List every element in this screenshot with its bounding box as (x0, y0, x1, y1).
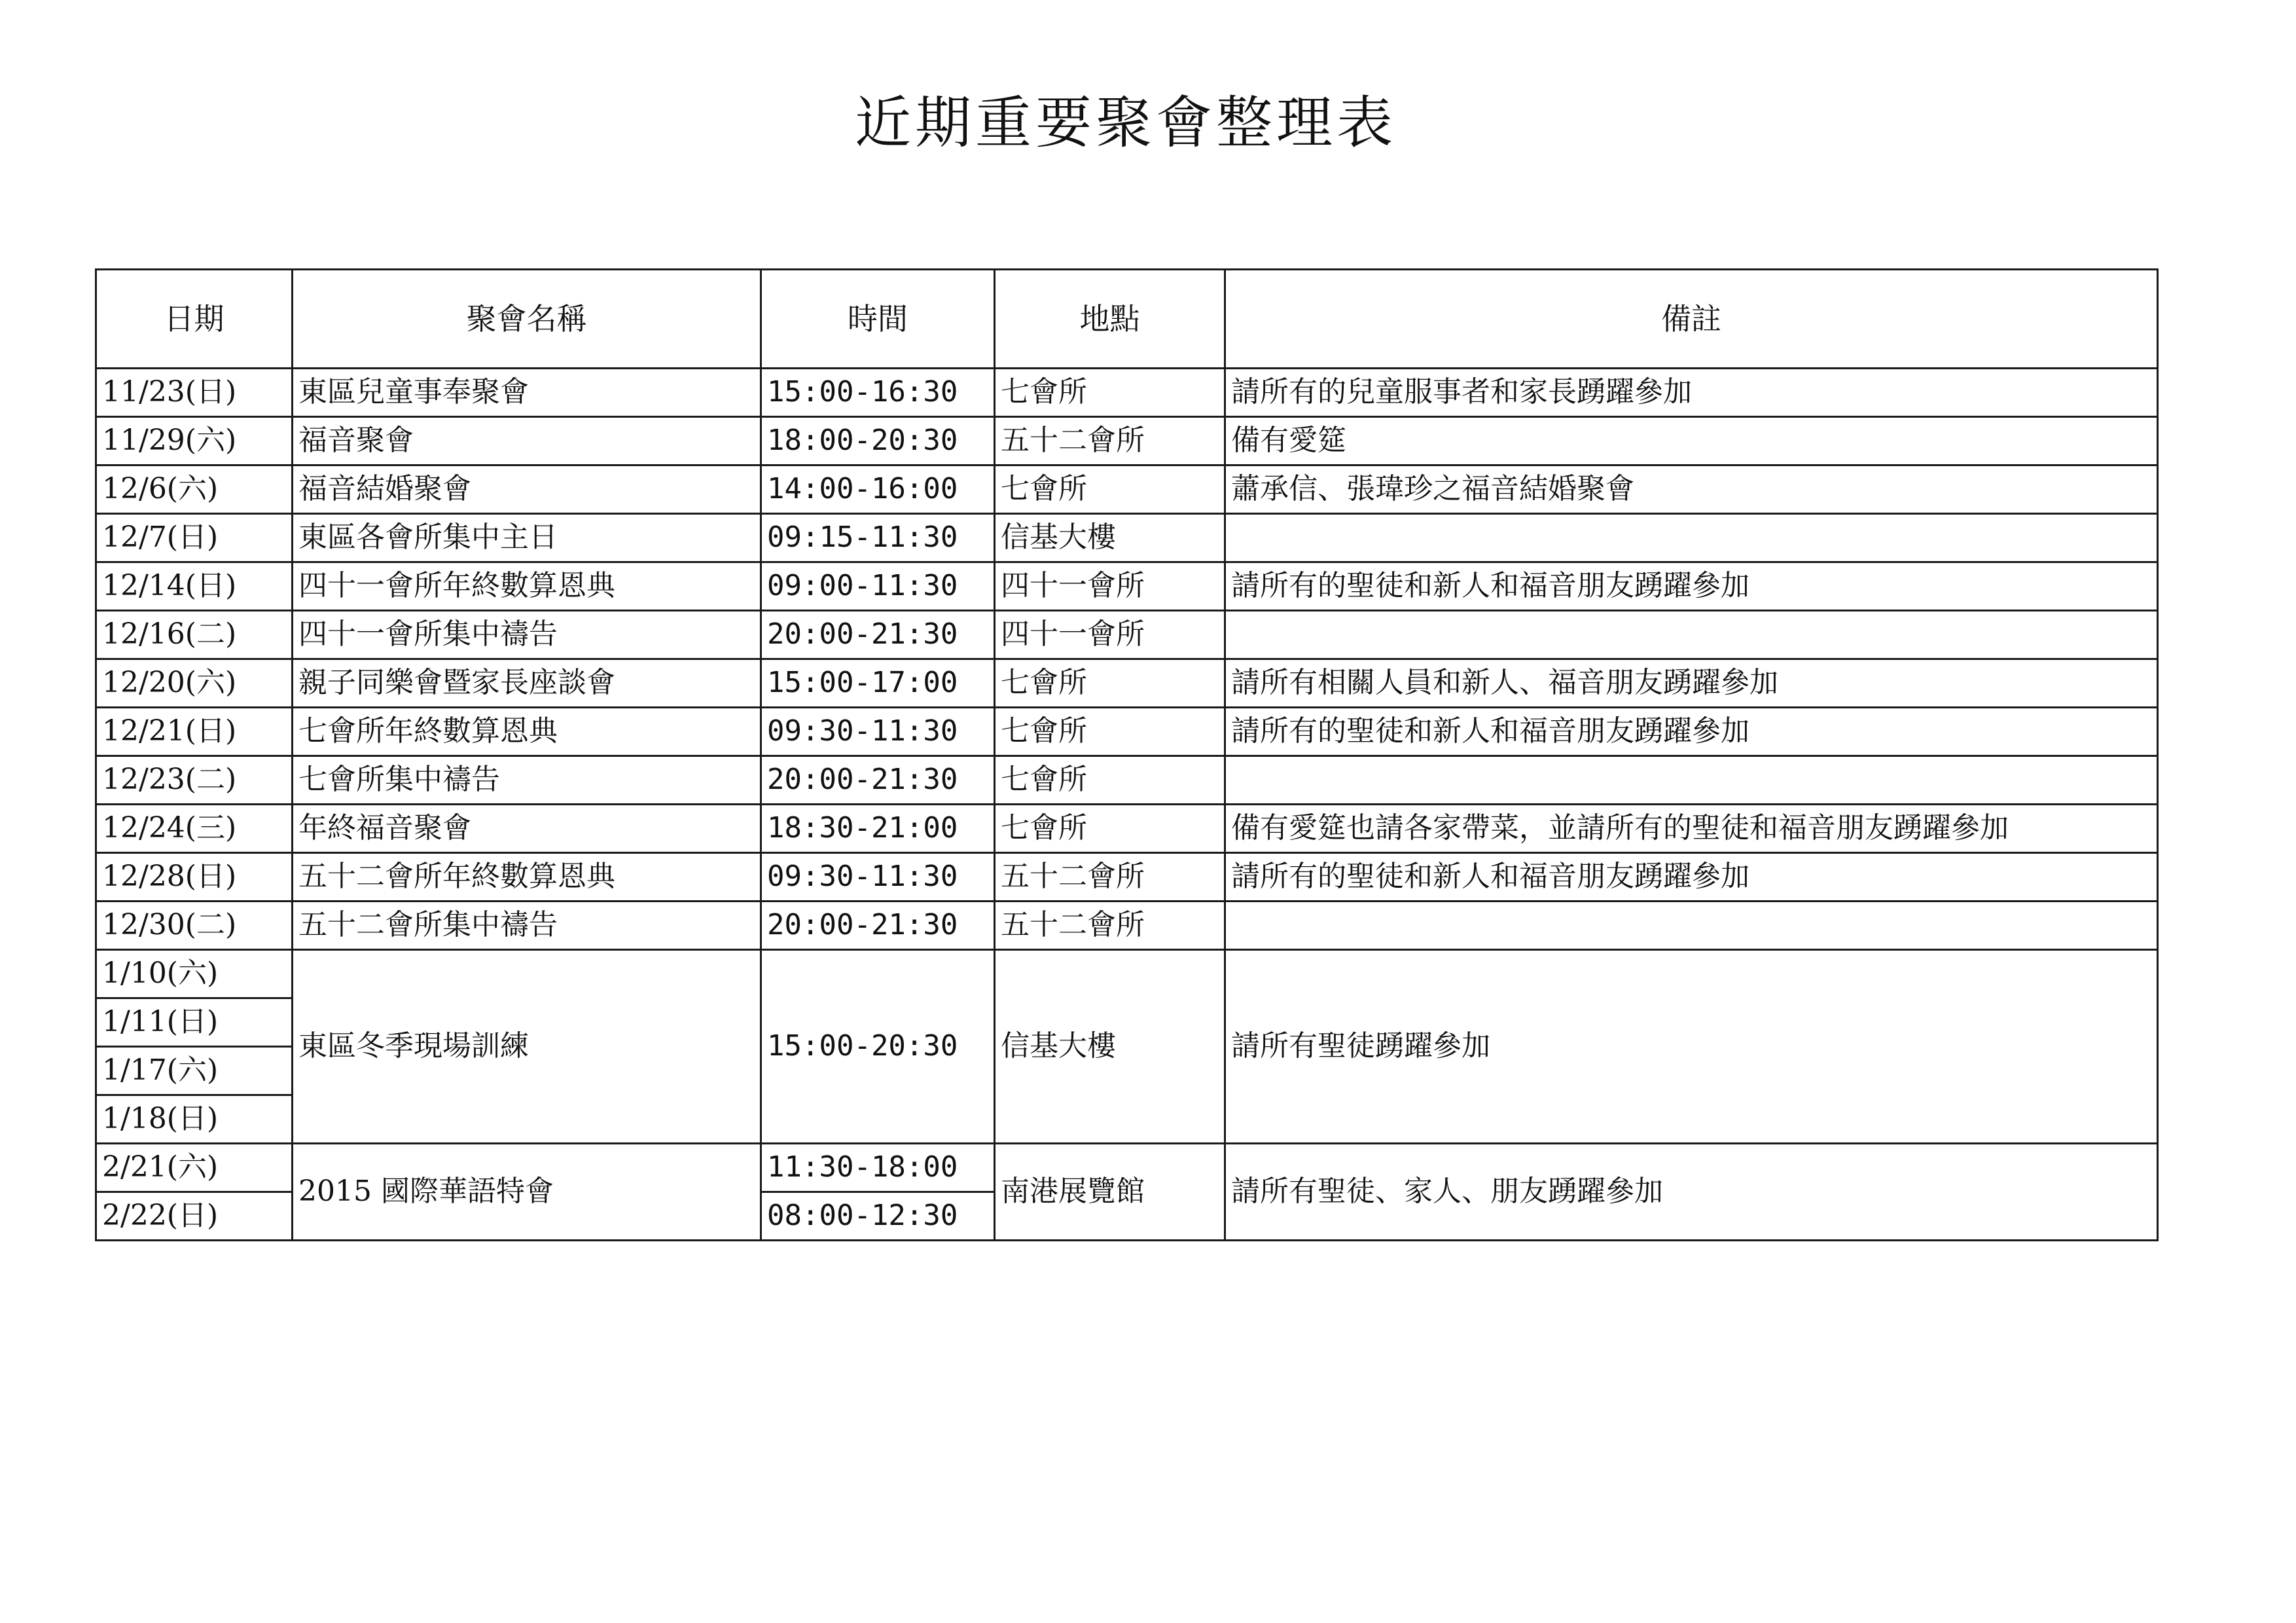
date-cell: 2/21(六) (96, 1144, 293, 1192)
table-row (96, 514, 2158, 562)
name-cell: 七會所年終數算恩典 (293, 708, 761, 756)
note-cell: 請所有的聖徒和新人和福音朋友踴躍參加 (1225, 562, 2158, 611)
place-cell: 七會所 (995, 659, 1225, 708)
name-cell: 五十二會所年終數算恩典 (293, 853, 761, 902)
place-cell: 五十二會所 (995, 417, 1225, 465)
header-name: 聚會名稱 (293, 270, 761, 369)
note-cell: 備有愛筵也請各家帶菜，並請所有的聖徒和福音朋友踴躍參加 (1225, 805, 2158, 853)
time-cell: 15:00-20:30 (761, 950, 995, 1144)
time-cell: 20:00-21:30 (761, 611, 995, 659)
time-cell: 15:00-17:00 (761, 659, 995, 708)
date-cell: 12/30(二) (96, 902, 293, 950)
time-cell: 20:00-21:30 (761, 756, 995, 805)
place-cell: 信基大樓 (995, 514, 1225, 562)
note-cell: 請所有相關人員和新人、福音朋友踴躍參加 (1225, 659, 2158, 708)
name-cell: 福音聚會 (293, 417, 761, 465)
table-row (96, 417, 2158, 465)
date-cell: 12/14(日) (96, 562, 293, 611)
table-row (96, 1144, 2158, 1192)
date-cell: 12/7(日) (96, 514, 293, 562)
time-cell: 09:30-11:30 (761, 853, 995, 902)
date-cell: 12/21(日) (96, 708, 293, 756)
time-cell: 18:30-21:00 (761, 805, 995, 853)
schedule-table (95, 268, 2159, 1241)
table-row (96, 950, 2158, 998)
header-row (96, 270, 2158, 369)
place-cell: 四十一會所 (995, 562, 1225, 611)
date-cell: 12/6(六) (96, 465, 293, 514)
table-row (96, 708, 2158, 756)
note-cell: 請所有聖徒、家人、朋友踴躍參加 (1225, 1144, 2158, 1241)
table-row (96, 853, 2158, 902)
time-cell: 08:00-12:30 (761, 1192, 995, 1241)
table-row (96, 659, 2158, 708)
date-cell: 2/22(日) (96, 1192, 293, 1241)
place-cell: 七會所 (995, 756, 1225, 805)
place-cell: 四十一會所 (995, 611, 1225, 659)
name-cell: 七會所集中禱告 (293, 756, 761, 805)
table-row (96, 805, 2158, 853)
table-row (96, 902, 2158, 950)
name-cell: 福音結婚聚會 (293, 465, 761, 514)
date-cell: 1/11(日) (96, 998, 293, 1047)
time-cell: 15:00-16:30 (761, 369, 995, 417)
header-date: 日期 (96, 270, 293, 369)
name-cell: 四十一會所年終數算恩典 (293, 562, 761, 611)
name-cell: 親子同樂會暨家長座談會 (293, 659, 761, 708)
place-cell: 五十二會所 (995, 902, 1225, 950)
table-row (96, 562, 2158, 611)
time-cell: 09:00-11:30 (761, 562, 995, 611)
time-cell: 14:00-16:00 (761, 465, 995, 514)
time-cell: 11:30-18:00 (761, 1144, 995, 1192)
name-cell: 四十一會所集中禱告 (293, 611, 761, 659)
date-cell: 1/10(六) (96, 950, 293, 998)
date-cell: 12/20(六) (96, 659, 293, 708)
time-cell: 18:00-20:30 (761, 417, 995, 465)
note-cell (1225, 902, 2158, 950)
date-cell: 11/29(六) (96, 417, 293, 465)
place-cell: 七會所 (995, 805, 1225, 853)
name-cell: 東區各會所集中主日 (293, 514, 761, 562)
date-cell: 12/28(日) (96, 853, 293, 902)
place-cell: 七會所 (995, 708, 1225, 756)
place-cell: 七會所 (995, 369, 1225, 417)
name-cell: 五十二會所集中禱告 (293, 902, 761, 950)
note-cell (1225, 611, 2158, 659)
date-cell: 11/23(日) (96, 369, 293, 417)
note-cell: 請所有的聖徒和新人和福音朋友踴躍參加 (1225, 708, 2158, 756)
name-cell: 2015 國際華語特會 (293, 1144, 761, 1241)
note-cell: 請所有的聖徒和新人和福音朋友踴躍參加 (1225, 853, 2158, 902)
note-cell (1225, 514, 2158, 562)
note-cell: 備有愛筵 (1225, 417, 2158, 465)
name-cell: 東區冬季現場訓練 (293, 950, 761, 1144)
page-title: 近期重要聚會整理表 (855, 90, 1397, 156)
header-time: 時間 (761, 270, 995, 369)
table-row (96, 611, 2158, 659)
date-cell: 1/17(六) (96, 1047, 293, 1095)
note-cell: 請所有聖徒踴躍參加 (1225, 950, 2158, 1144)
place-cell: 南港展覽館 (995, 1144, 1225, 1241)
date-cell: 1/18(日) (96, 1095, 293, 1144)
table-row (96, 369, 2158, 417)
date-cell: 12/16(二) (96, 611, 293, 659)
note-cell (1225, 756, 2158, 805)
table-row (96, 465, 2158, 514)
place-cell: 七會所 (995, 465, 1225, 514)
time-cell: 20:00-21:30 (761, 902, 995, 950)
date-cell: 12/23(二) (96, 756, 293, 805)
name-cell: 年終福音聚會 (293, 805, 761, 853)
time-cell: 09:30-11:30 (761, 708, 995, 756)
date-cell: 12/24(三) (96, 805, 293, 853)
time-cell: 09:15-11:30 (761, 514, 995, 562)
name-cell: 東區兒童事奉聚會 (293, 369, 761, 417)
table-row (96, 756, 2158, 805)
place-cell: 信基大樓 (995, 950, 1225, 1144)
place-cell: 五十二會所 (995, 853, 1225, 902)
header-note: 備註 (1225, 270, 2158, 369)
note-cell: 請所有的兒童服事者和家長踴躍參加 (1225, 369, 2158, 417)
header-place: 地點 (995, 270, 1225, 369)
note-cell: 蕭承信、張瑋珍之福音結婚聚會 (1225, 465, 2158, 514)
